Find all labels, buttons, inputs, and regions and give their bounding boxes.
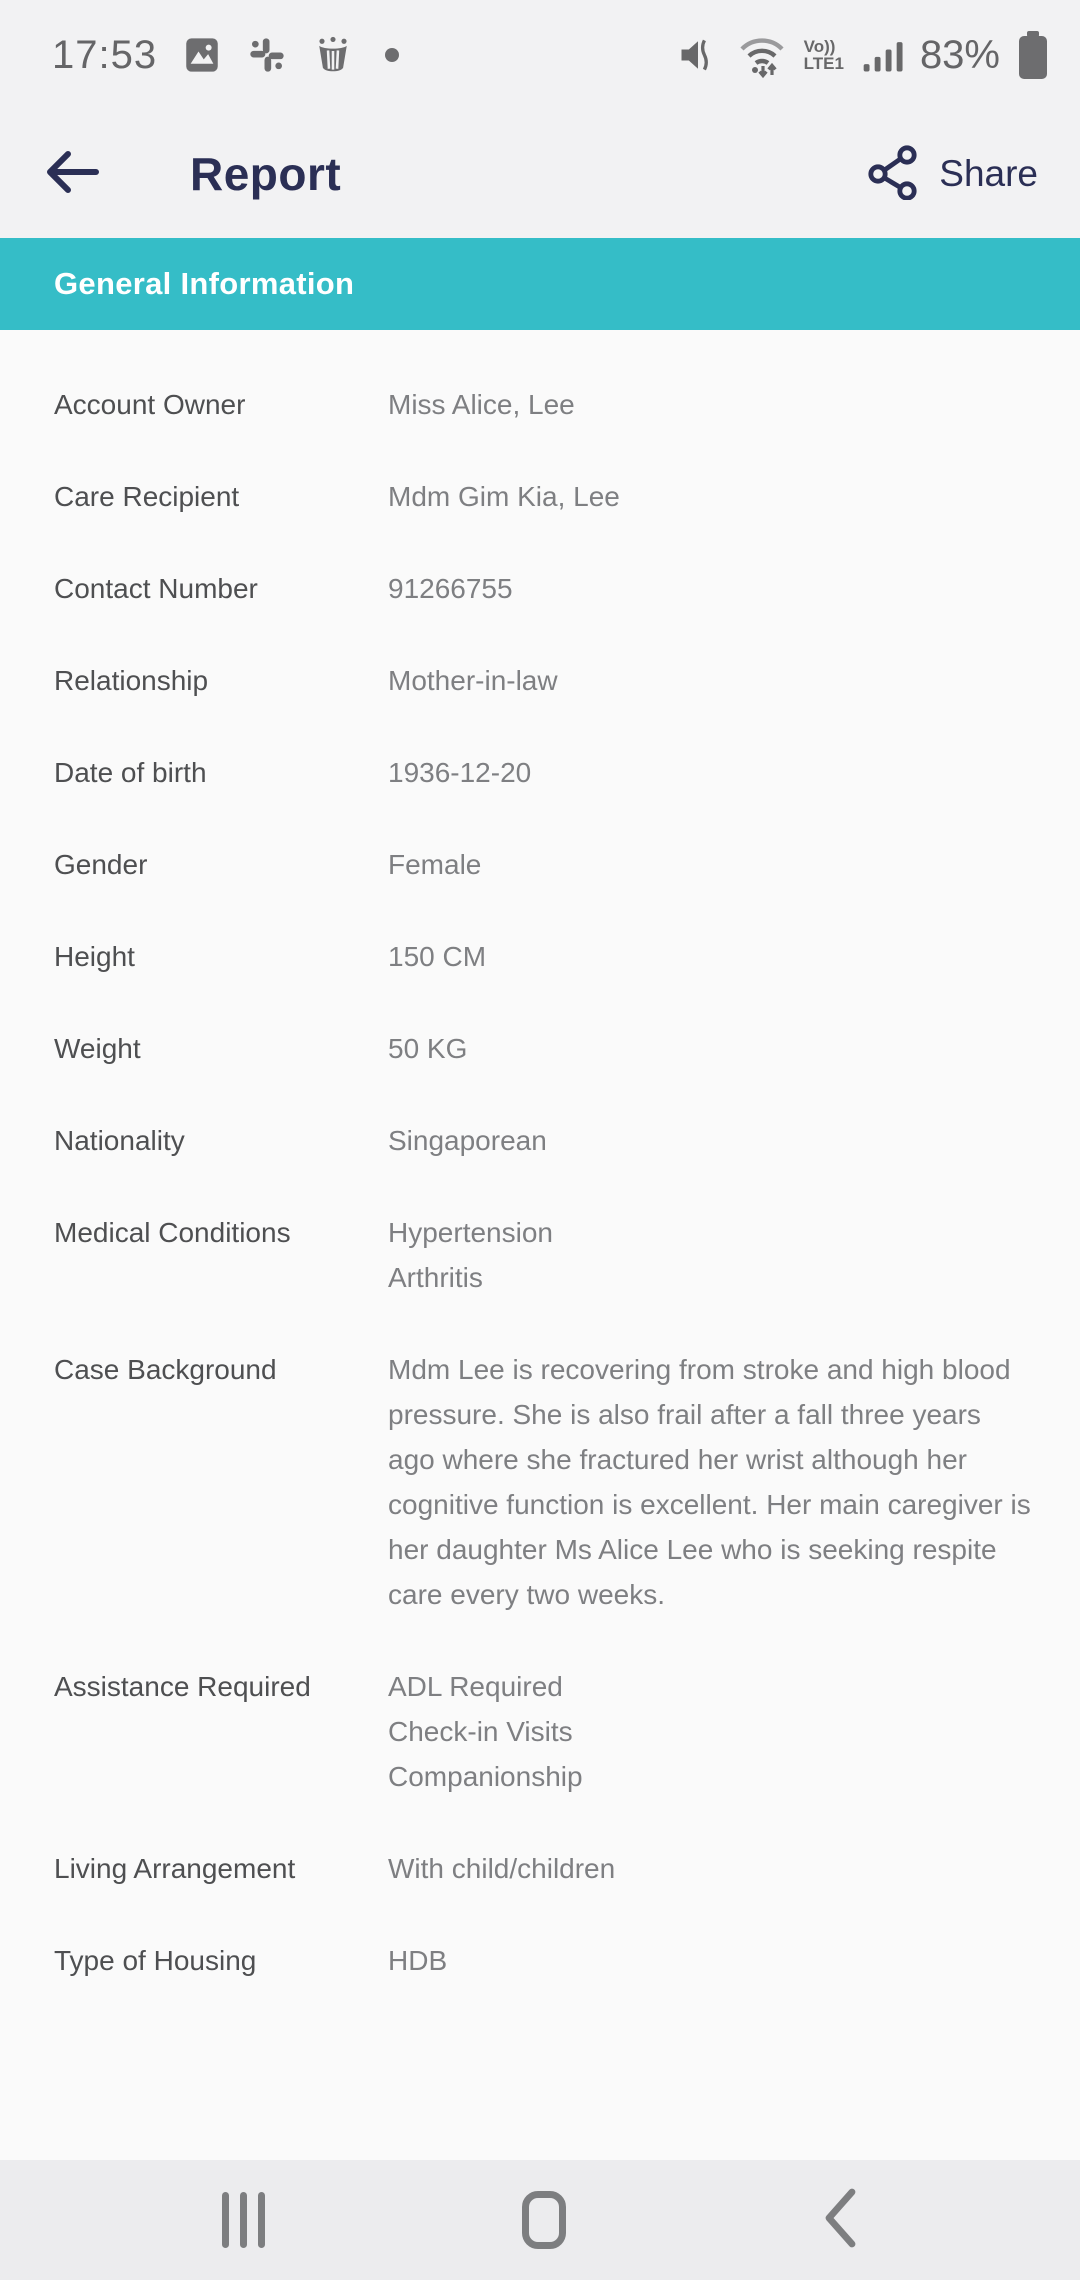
field-value: Mdm Lee is recovering from stroke and high blood pressure. She is also frail after a fall three years ago where she fractured her wrist although her cognitive function is excellent. Her main caregiver is her daughter Ms Alice Lee who is seeking respite care every two weeks. xyxy=(388,1354,1031,1610)
field-label: Relationship xyxy=(54,665,209,696)
field-label: Weight xyxy=(54,1033,141,1064)
gallery-icon xyxy=(181,34,223,76)
field-value: Hypertension Arthritis xyxy=(388,1217,553,1293)
field-label: Contact Number xyxy=(54,573,258,604)
mute-vibrate-icon xyxy=(676,33,720,77)
slack-icon xyxy=(247,35,287,75)
back-nav-button[interactable] xyxy=(822,2187,858,2254)
field-value: Female xyxy=(388,849,482,880)
signal-bars-icon xyxy=(860,33,904,77)
home-icon xyxy=(522,2191,566,2249)
page-title: Report xyxy=(190,148,342,200)
report-rows xyxy=(0,330,1080,1983)
back-arrow-icon xyxy=(44,150,100,199)
info-row xyxy=(0,750,1080,795)
header xyxy=(0,110,1080,238)
section-title: General Information xyxy=(54,266,355,301)
field-value: With child/children xyxy=(388,1853,616,1884)
recents-button[interactable] xyxy=(222,2192,265,2248)
field-label: Nationality xyxy=(54,1125,185,1156)
info-row xyxy=(0,1118,1080,1163)
crown-app-icon xyxy=(311,33,355,77)
field-label: Gender xyxy=(54,849,148,880)
volte-indicator: Vo)) LTE1 xyxy=(803,37,844,73)
field-label: Case Background xyxy=(54,1354,277,1385)
battery-icon xyxy=(1016,29,1050,81)
field-value: HDB xyxy=(388,1945,448,1976)
info-row xyxy=(0,474,1080,519)
field-value: 150 CM xyxy=(388,941,487,972)
home-button[interactable] xyxy=(522,2191,566,2249)
info-row xyxy=(0,934,1080,979)
field-value: 50 KG xyxy=(388,1033,468,1064)
info-row xyxy=(0,1664,1080,1799)
section-banner xyxy=(0,238,1080,330)
field-value: Miss Alice, Lee xyxy=(388,389,575,420)
info-row xyxy=(0,1210,1080,1300)
info-row xyxy=(0,1846,1080,1891)
share-button-label: Share xyxy=(939,153,1038,194)
info-row xyxy=(0,1347,1080,1617)
info-row xyxy=(0,658,1080,703)
field-label: Account Owner xyxy=(54,389,246,420)
back-button[interactable] xyxy=(42,144,102,204)
info-row xyxy=(0,842,1080,887)
field-value: Singaporean xyxy=(388,1125,547,1156)
share-icon xyxy=(867,144,919,205)
field-label: Height xyxy=(54,941,135,972)
field-value: 1936-12-20 xyxy=(388,757,532,788)
info-row xyxy=(0,1938,1080,1983)
notification-dot xyxy=(385,48,399,62)
field-value: 91266755 xyxy=(388,573,513,604)
info-row xyxy=(0,382,1080,427)
recents-icon xyxy=(222,2192,265,2248)
field-value: ADL Required Check-in Visits Companionship xyxy=(388,1671,583,1792)
status-bar xyxy=(0,0,1080,110)
field-label: Care Recipient xyxy=(54,481,240,512)
info-row xyxy=(0,1026,1080,1071)
wifi-arrows-icon xyxy=(736,31,788,79)
back-nav-icon xyxy=(822,2187,858,2254)
share-button[interactable] xyxy=(867,144,1038,205)
field-label: Living Arrangement xyxy=(54,1853,296,1884)
field-label: Assistance Required xyxy=(54,1671,311,1702)
field-label: Medical Conditions xyxy=(54,1217,291,1248)
field-value: Mdm Gim Kia, Lee xyxy=(388,481,620,512)
clock: 17:53 xyxy=(52,32,158,77)
navigation-bar xyxy=(0,2160,1080,2280)
info-row xyxy=(0,566,1080,611)
battery-percentage: 83% xyxy=(919,32,1000,77)
field-value: Mother-in-law xyxy=(388,665,558,696)
field-label: Date of birth xyxy=(54,757,207,788)
field-label: Type of Housing xyxy=(54,1945,257,1976)
